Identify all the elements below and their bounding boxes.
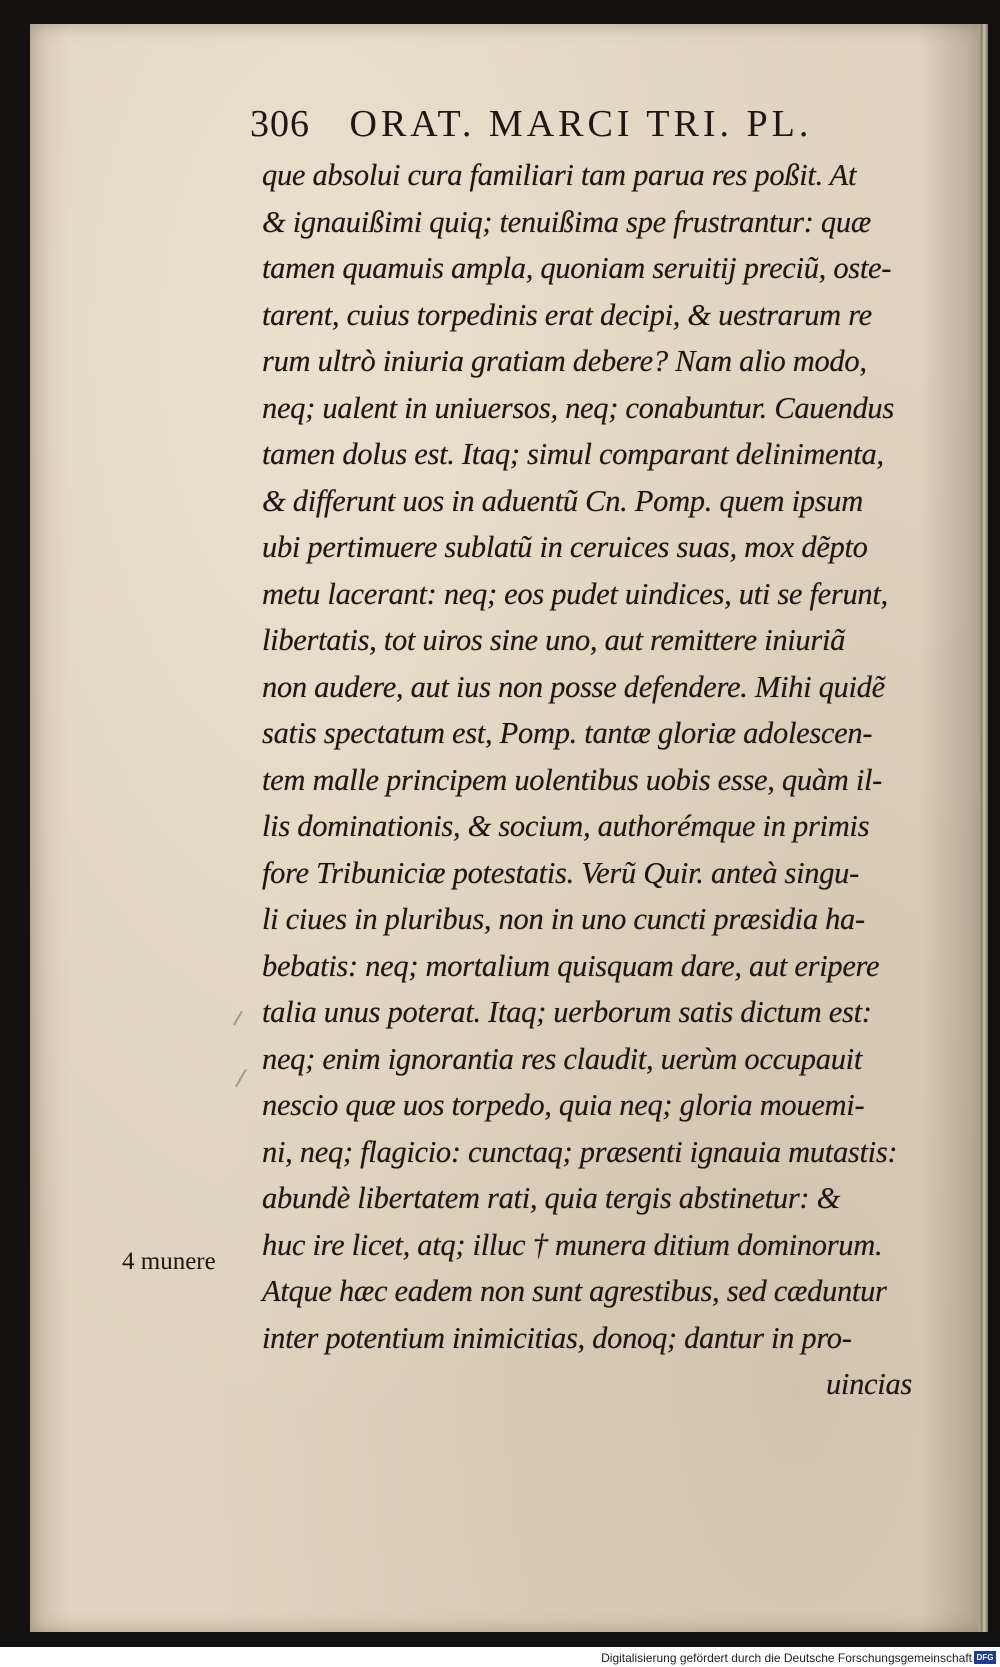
text-line: libertatis, tot uiros sine uno, aut remittere iniuriã xyxy=(262,623,846,657)
text-line: fore Tribuniciæ potestatis. Verũ Quir. anteà singu- xyxy=(262,855,859,890)
footer-credit: Digitalisierung gefördert durch die Deutsche Forschungsgemeinschaft xyxy=(601,1651,972,1665)
dfg-logo: DFG xyxy=(974,1651,996,1664)
footer-bar xyxy=(0,1647,1000,1667)
text-line: satis spectatum est, Pomp. tantæ gloriæ adolescen- xyxy=(262,716,873,750)
text-line: lis dominationis, & socium, authorémque in primis xyxy=(262,809,870,843)
running-head-title: ORAT. MARCI TRI. PL. xyxy=(349,103,813,145)
text-line: bebatis: neq; mortalium quisquam dare, aut eripere xyxy=(262,948,880,983)
text-line: abundè libertatem rati, quia tergis abstinetur: & xyxy=(262,1181,841,1215)
text-line: & ignauißimi quiq; tenuißima spe frustrantur: quæ xyxy=(262,204,871,239)
text-line: inter potentium inimicitias, donoq; dantur in pro- xyxy=(262,1320,852,1355)
text-line: huc ire licet, atq; illuc † munera ditium dominorum. xyxy=(262,1227,883,1262)
text-line: tamen dolus est. Itaq; simul comparant delinimenta, xyxy=(262,437,884,471)
text-body xyxy=(262,152,962,1408)
text-line: ni, neq; flagicio: cunctaq; præsenti ignauia mutastis: xyxy=(262,1134,898,1169)
text-line: tamen quamuis ampla, quoniam seruitij preciũ, oste- xyxy=(262,251,892,285)
text-line: que absolui cura familiari tam parua res poßit. At xyxy=(262,158,857,192)
text-line: Atque hæc eadem non sunt agrestibus, sed cæduntur xyxy=(262,1274,887,1308)
text-line: nescio quæ uos torpedo, quia neq; gloria mouemi- xyxy=(262,1088,865,1122)
text-line: tem malle principem uolentibus uobis esse, quàm il- xyxy=(262,762,883,797)
page-edge xyxy=(978,24,988,1632)
text-line: neq; ualent in uniuersos, neq; conabuntur. Cauendus xyxy=(262,390,894,425)
text-line: non audere, aut ius non posse defendere. Mihi quidẽ xyxy=(262,669,885,704)
text-line: tarent, cuius torpedinis erat decipi, & uestrarum re xyxy=(262,297,872,332)
text-line: li ciues in pluribus, non in uno cuncti præsidia ha- xyxy=(262,902,865,936)
page-number: 306 xyxy=(250,103,310,145)
text-line: rum ultrò iniuria gratiam debere? Nam alio modo, xyxy=(262,344,867,378)
text-line: & differunt uos in aduentũ Cn. Pomp. quem ipsum xyxy=(262,483,863,518)
text-line: neq; enim ignorantia res claudit, uerùm occupauit xyxy=(262,1041,863,1076)
text-line: ubi pertimuere sublatũ in ceruices suas, mox dẽpto xyxy=(262,530,868,564)
text-line: talia unus poterat. Itaq; uerborum satis dictum est: xyxy=(262,995,872,1029)
running-head xyxy=(250,102,910,148)
text-line: metu lacerant: neq; eos pudet uindices, uti se ferunt, xyxy=(262,576,888,611)
marginal-note: 4 munere xyxy=(122,1248,216,1275)
catchword: uincias xyxy=(825,1367,912,1401)
